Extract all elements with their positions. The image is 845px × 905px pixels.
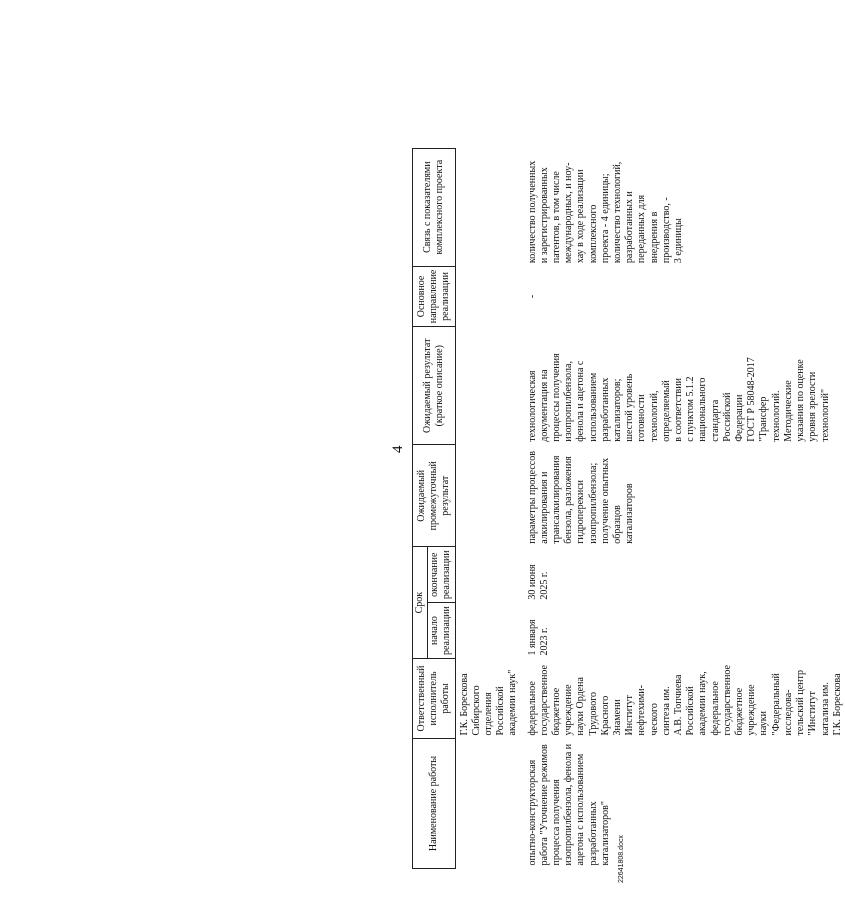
cell-start xyxy=(455,603,526,659)
cell-interim: параметры процессов алкилирования и трансалкилирования бензола, разложения гидроперекиси изопропилбензола; получение опытных образцов катализаторов xyxy=(526,451,636,544)
header-direction: Основное направление реализации xyxy=(413,266,456,327)
cell-executor: федеральное государственное бюджетное учреждение науки Ордена Трудового Красного Знамени Институт нефтехими- ческого синтеза им. А.В. Топчиева Российской академии наук, федеральное государственное бюджетное учреждение науки "Федеральный исследова- тельский центр "Институт катализа им. Г.К. Борескова xyxy=(526,665,843,736)
cell-end xyxy=(455,547,526,603)
header-start: начало реализации xyxy=(428,603,455,659)
cell-expected: технологическая документация на процессы получения изопропилбензола, фенола и ацетона с использованием разработанных катализаторов; шестой уровень готовности технологий, определяемый в соответствии с пунктом 5.1.2 национального стандарта Российской Федерации ГОСТ Р 58048-2017 "Трансфер технологий. Методические указания по оценке уровня зрелости технологий" xyxy=(526,353,831,442)
table-row xyxy=(526,148,845,868)
header-link: Связь с показателями комплексного проекта xyxy=(413,148,456,266)
cell-end: 30 июня 2025 г. xyxy=(526,564,550,600)
header-interim-result: Ожидаемый промежуточный результат xyxy=(413,445,456,547)
page-number: 4 xyxy=(390,445,406,453)
header-executor: Ответственный исполнитель работы xyxy=(413,659,456,739)
cell-expected xyxy=(455,327,526,445)
cell-direction: - xyxy=(526,294,538,299)
header-name: Наименование работы xyxy=(413,739,456,869)
cell-interim xyxy=(455,445,526,547)
cell-link xyxy=(455,148,526,266)
header-term: Срок xyxy=(413,547,428,659)
cell-link: количество полученных и зарегистрированных патентов, в том числе международных, и ноу- хау в ходе реализации комплексного проекта - 4 единицы; количество технологий, разработанных и переданных для внедрения в производство, - 3 единицы xyxy=(526,160,685,264)
project-works-table xyxy=(412,148,845,869)
table-row xyxy=(455,148,526,868)
cell-direction xyxy=(455,266,526,327)
header-end: окончание реализации xyxy=(428,547,455,603)
cell-name xyxy=(455,739,526,869)
footer-filename: 22641808.docx xyxy=(618,835,625,883)
cell-name: опытно-конструкторская работа "Уточнение режимов процесса получения изопропилбензола, фенола и ацетона с использованием разработанных катализаторов" xyxy=(526,743,611,866)
cell-start: 1 января 2023 г. xyxy=(526,619,550,656)
header-expected-result: Ожидаемый результат (краткое описание) xyxy=(413,327,456,445)
cell-executor: Г.К. Борескова Сибирского отделения Российской академии наук" xyxy=(458,669,519,736)
